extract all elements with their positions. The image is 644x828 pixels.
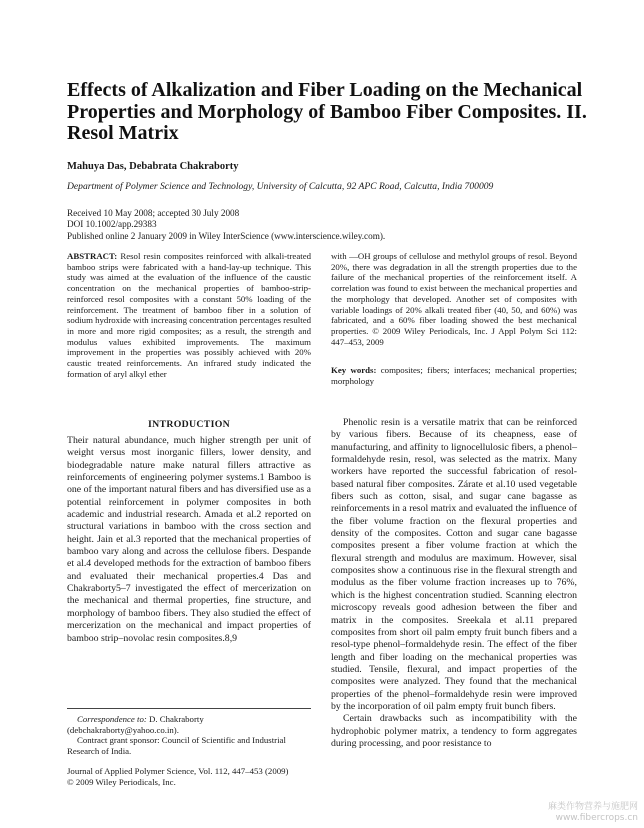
article-title: Effects of Alkalization and Fiber Loading on the Mechanical Properties and Morphology of Bamboo Fiber Composites. II. Resol Matrix [67,79,587,144]
journal-citation: Journal of Applied Polymer Science, Vol. 112, 447–453 (2009) [67,766,289,776]
abstract-right: with —OH groups of cellulose and methylol groups of resol. Beyond 20%, there was degradation in all the strength properties due to the failure of the mechanical properties of the reinforcement itself. A correlation was found to exist between the mechanical properties and the morphology that developed. Another set of composites with variable loadings of 20% alkali treated fiber (40, 50, and 60%) was fabricated, and a 60% fiber loading showed the best mechanical properties. © 2009 Wiley Periodicals, Inc. J Appl Polym Sci 112: 447–453, 2009 [331,251,577,347]
keywords-label: Key words: [331,365,377,375]
doi-line: DOI 10.1002/app.29383 [67,219,157,230]
watermark-line-1: 麻类作物营养与施肥网 [547,802,638,812]
correspondence-label: Correspondence to: [77,714,147,724]
received-line: Received 10 May 2008; accepted 30 July 2008 [67,208,240,218]
footnote-rule [67,708,311,709]
section-heading: INTRODUCTION [148,419,230,430]
watermark [548,802,638,824]
keywords-text: composites; fibers; interfaces; mechanical properties; morphology [331,365,577,386]
correspondence-text: D. Chakraborty (debchakraborty@yahoo.co.in). [67,714,204,735]
keywords [331,365,577,386]
publication-history [67,208,385,242]
paragraph: Phenolic resin is a versatile matrix that can be reinforced by various fibers. Because of its cheapness, ease of manufacturing, and affinity to lignocellulosic fibers, a phenol–formaldehyde resin, resol, was selected as the matrix. Many workers have reported the successful fabrication of resol-based natural fiber composites. Zárate et al.10 used vegetable fibers such as cotton, sisal, and sugar cane bagasse as reinforcements in a resol matrix and evaluated the influence of the fiber volume fraction on the flexural properties and density of the composites. Cotton and sugar cane bagasse composites present a fiber volume fraction at which the flexural strength and modulus are maximum. However, sisal composites show a continuous rise in the flexural strength and modulus as the fiber volume fraction increases up to 76%, which is the highest concentration studied. Scanning electron microscopy reveals good adhesion between the fiber and matrix in the composites. Sreekala et al.11 prepared composites from short oil palm empty fruit bunch fibers and a resol-type phenol–formaldehyde resin. The effect of the fiber length and fiber loading on the mechanical properties was studied. Tensile, flexural, and impact properties of the composites were analyzed. They found that the mechanical properties of the phenol–formaldehyde resin were improved by the incorporation of oil palm empty fruit bunch fibers. [331,417,577,712]
paragraph: Their natural abundance, much higher strength per unit of weight versus most inorganic fillers, lower density, and biodegradable nature make natural fillers attractive as reinforcements of engineering polymer systems.1 Bamboo is one of the important natural fibers and has diversified use as a potential reinforcement in polymer composites in both academic and industrial research. Amada et al.2 reported on structural variations in bamboo with the cross section and height. Jain et al.3 reported that the mechanical properties of bamboo vary along and across the cellulose fibers. Despande et al.4 developed methods for the extraction of bamboo fibers and evaluated their mechanical properties.4 Das and Chakraborty5–7 investigated the effect of mercerization on the mechanical and thermal properties, fine structure, and morphology of bamboo fibers. They also studied the effect of mercerization on the mechanical and impact properties of bamboo strip–novolac resin composites.8,9 [67,435,311,644]
grant-text: Contract grant sponsor: Council of Scientific and Industrial Research of India. [67,735,286,756]
copyright: © 2009 Wiley Periodicals, Inc. [67,776,176,787]
journal-info [67,766,317,787]
authors: Mahuya Das, Debabrata Chakraborty [67,161,239,172]
paragraph: Certain drawbacks such as incompatibility with the hydrophobic polymer matrix, a tendency to form aggregates during processing, and poor resistance to [331,713,577,749]
footnotes [67,714,311,756]
body-column-left [67,435,311,645]
abstract-label: ABSTRACT: [67,251,118,261]
body-column-right [331,417,577,750]
published-line: Published online 2 January 2009 in Wiley InterScience (www.interscience.wiley.com). [67,230,386,241]
abstract-text-left: Resol resin composites reinforced with alkali-treated bamboo strips were fabricated with a hand-lay-up technique. This study was aimed at the evaluation of the influence of the caustic concentration on the mechanical properties of bamboo-strip-reinforced resol composites with a constant 50% loading of the reinforcement. The treatment of bamboo fiber in a solution of sodium hydroxide with increasing concentration percentages resulted in more and more rigid composites; as a result, the strength and modulus values exhibited improvements. The maximum improvement in the properties was possibly achieved with 20% caustic treated reinforcements. An infrared study indicated the formation of aryl alkyl ether [67,251,311,379]
abstract-left [67,251,311,379]
watermark-line-2: www.fibercrops.cn [555,813,638,823]
affiliation: Department of Polymer Science and Technology, University of Calcutta, 92 APC Road, Calcutta, India 700009 [67,181,494,192]
